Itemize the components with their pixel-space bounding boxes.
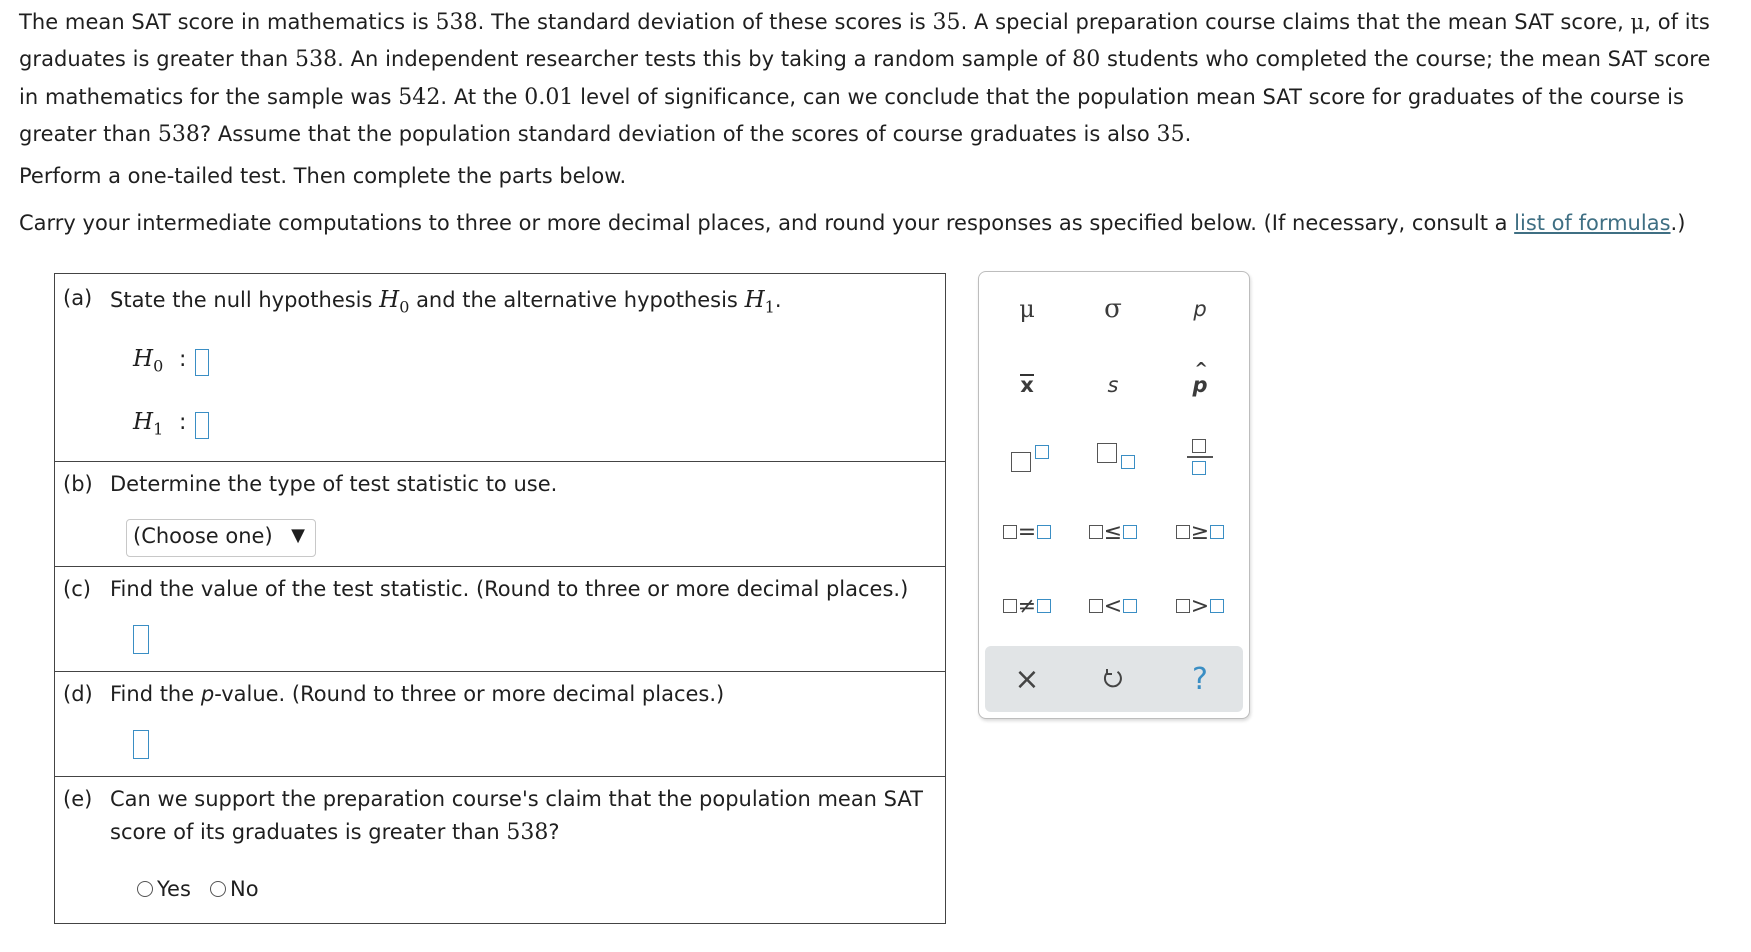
h1-label	[133, 409, 163, 439]
part-label: (b)	[63, 472, 93, 496]
greater-than-button[interactable]	[1165, 581, 1235, 631]
clear-button[interactable]	[992, 654, 1062, 704]
p-letter: p	[200, 682, 215, 706]
lt-sign: <	[1103, 593, 1123, 619]
colon: :	[179, 347, 187, 372]
greater-equal-button[interactable]	[1165, 507, 1235, 557]
no-option[interactable]	[210, 877, 259, 901]
formulas-link[interactable]: list of formulas	[1514, 211, 1671, 235]
part-a-text	[110, 287, 782, 317]
part-text: Find the	[110, 682, 201, 706]
superscript-button[interactable]	[992, 432, 1062, 482]
part-e-text-1: Can we support the preparation course's claim that the population mean SAT	[110, 787, 923, 811]
help-icon: ?	[1192, 661, 1208, 697]
yes-option[interactable]	[137, 877, 191, 901]
h0-input[interactable]	[195, 349, 209, 376]
part-label: (c)	[63, 577, 91, 601]
not-equal-icon	[1003, 594, 1051, 619]
problem-text: . A special preparation course claims that the mean SAT score,	[960, 10, 1631, 34]
problem-number: 538	[435, 10, 478, 35]
problem-number: 80	[1072, 47, 1101, 73]
undo-icon	[1101, 667, 1125, 691]
le-sign: ≤	[1103, 519, 1123, 545]
instruction-text: .)	[1670, 211, 1686, 235]
dropdown-arrow-icon: ▼	[291, 525, 305, 546]
problem-number: 0.01	[524, 84, 574, 110]
h1-input[interactable]	[195, 412, 209, 439]
instruction-text: Carry your intermediate computations to three or more decimal places, and round your responses as specified below. (If necessary, consult a	[19, 211, 1515, 235]
part-a	[55, 274, 945, 462]
part-e	[55, 777, 945, 922]
problem-number: 35	[932, 10, 961, 35]
instruction-line: Perform a one-tailed test. Then complete the parts below.	[19, 164, 627, 188]
part-b	[55, 462, 945, 567]
h0-label	[133, 346, 163, 376]
not-equal-button[interactable]	[992, 581, 1062, 631]
ne-sign: ≠	[1017, 593, 1037, 619]
part-label: (e)	[63, 787, 93, 811]
s-icon: s	[1107, 373, 1119, 397]
part-text: and the alternative hypothesis	[409, 288, 745, 312]
part-label: (a)	[63, 286, 93, 310]
question-table	[54, 273, 946, 924]
greater-equal-icon	[1176, 520, 1224, 545]
problem-text: students who completed the course; the mean SAT score in mathematics for the sample was	[19, 47, 1711, 109]
fraction-icon	[1187, 437, 1213, 477]
problem-text: The mean SAT score in mathematics is	[19, 10, 436, 34]
sigma-button[interactable]	[1078, 284, 1148, 334]
part-text: ?	[548, 820, 560, 844]
h-letter: H	[133, 409, 154, 435]
h-subscript: 1	[764, 297, 775, 317]
p-icon: p	[1193, 297, 1207, 321]
greater-than-icon	[1176, 594, 1224, 619]
part-text: State the null hypothesis	[110, 288, 380, 312]
equals-icon	[1003, 520, 1051, 545]
problem-statement	[19, 4, 1731, 153]
phat-button[interactable]	[1165, 360, 1235, 410]
subscript-icon	[1093, 443, 1133, 471]
no-label: No	[230, 877, 259, 901]
fraction-button[interactable]	[1165, 432, 1235, 482]
gt-sign: >	[1190, 593, 1210, 619]
problem-text: . The standard deviation of these scores is	[477, 10, 933, 34]
test-statistic-select[interactable]	[126, 519, 316, 557]
problem-number: 538	[157, 121, 200, 147]
problem-text: .	[1184, 121, 1192, 146]
mu-icon: μ	[1019, 295, 1035, 323]
part-b-text: Determine the type of test statistic to use.	[110, 472, 558, 496]
math-palette	[978, 271, 1250, 719]
part-number: 538	[506, 820, 549, 845]
problem-text: level of significance, can we conclude that the population mean SAT score for graduates of the course is greater than	[19, 84, 1684, 146]
problem-number: 538	[295, 47, 338, 73]
h0-symbol	[379, 287, 410, 317]
xbar-icon	[1020, 373, 1034, 397]
close-icon: ×	[1014, 661, 1040, 697]
phat-icon: ^ p	[1192, 359, 1208, 397]
problem-text: . An independent researcher tests this by taking a random sample of	[337, 47, 1073, 72]
colon: :	[179, 410, 187, 435]
part-d	[55, 672, 945, 777]
p-letter: p	[1192, 373, 1208, 397]
h-subscript: 0	[399, 297, 410, 317]
part-e-text-2	[110, 820, 560, 845]
p-value-input[interactable]	[133, 730, 149, 759]
less-equal-icon	[1089, 520, 1137, 545]
part-c	[55, 567, 945, 672]
yes-label: Yes	[157, 877, 191, 901]
h-letter: H	[133, 346, 154, 372]
select-value: (Choose one)	[133, 524, 273, 548]
palette-footer	[985, 646, 1243, 712]
h-subscript: 0	[153, 356, 164, 376]
p-button[interactable]	[1165, 284, 1235, 334]
less-equal-button[interactable]	[1078, 507, 1148, 557]
sigma-icon: σ	[1104, 294, 1122, 324]
h-letter: H	[744, 287, 765, 313]
problem-text: ? Assume that the population standard deviation of the scores of course graduates is also	[199, 121, 1157, 146]
h-letter: H	[379, 287, 400, 313]
part-text: score of its graduates is greater than	[110, 820, 507, 844]
no-radio[interactable]	[210, 881, 226, 897]
rounding-instruction	[19, 211, 1685, 235]
problem-text: , of its graduates is greater than	[19, 10, 1710, 72]
xbar-button[interactable]	[992, 360, 1062, 410]
superscript-icon	[1007, 443, 1047, 471]
h1-symbol	[744, 287, 775, 317]
help-button[interactable]	[1165, 654, 1235, 704]
h-subscript: 1	[153, 419, 164, 439]
s-button[interactable]	[1078, 360, 1148, 410]
mu-button[interactable]	[992, 284, 1062, 334]
yes-radio[interactable]	[137, 881, 153, 897]
part-text: .	[774, 288, 782, 312]
subscript-button[interactable]	[1078, 432, 1148, 482]
equals-button[interactable]	[992, 507, 1062, 557]
equals-sign: =	[1017, 519, 1037, 545]
x-letter: x	[1020, 373, 1034, 397]
part-text: -value. (Round to three or more decimal places.)	[214, 682, 725, 706]
less-than-icon	[1089, 594, 1137, 619]
ge-sign: ≥	[1190, 519, 1210, 545]
problem-text: . At the	[440, 84, 525, 109]
problem-number: 35	[1156, 121, 1185, 147]
part-d-text	[110, 682, 724, 706]
test-statistic-input[interactable]	[133, 625, 149, 654]
part-label: (d)	[63, 682, 93, 706]
undo-button[interactable]	[1078, 654, 1148, 704]
problem-number: 542	[398, 84, 441, 110]
part-c-text: Find the value of the test statistic. (Round to three or more decimal places.)	[110, 577, 909, 601]
less-than-button[interactable]	[1078, 581, 1148, 631]
mu-symbol: μ	[1630, 10, 1645, 34]
